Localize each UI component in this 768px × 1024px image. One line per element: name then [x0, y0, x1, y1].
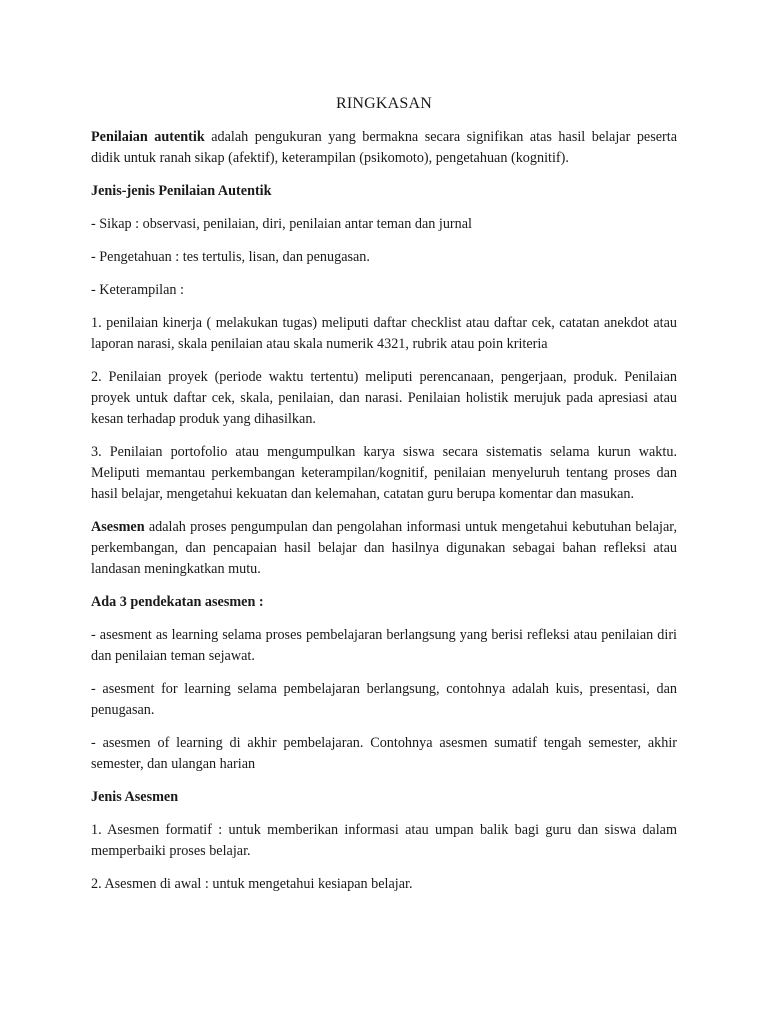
- definition-asesmen: adalah proses pengumpulan dan pengolahan informasi untuk mengetahui kebutuhan belajar, perkembangan, dan pencapaian hasil belajar dan hasilnya digunakan sebagai bahan refleksi atau landasan meningkatkan mutu.: [91, 519, 677, 577]
- item-sikap: - Sikap : observasi, penilaian, diri, penilaian antar teman dan jurnal: [91, 216, 472, 232]
- item-of-learning: - asesmen of learning di akhir pembelajaran. Contohnya asesmen sumatif tengah semester, akhir semester, dan ulangan harian: [91, 735, 677, 772]
- item-keterampilan: - Keterampilan :: [91, 282, 184, 298]
- item-penilaian-proyek: 2. Penilaian proyek (periode waktu tertentu) meliputi perencanaan, pengerjaan, produk. Penilaian proyek untuk daftar cek, skala, penilaian, dan narasi. Penilaian holistik merujuk pada apresiasi atau kesan terhadap produk yang dihasilkan.: [91, 369, 677, 427]
- definition-penilaian-autentik: adalah pengukuran yang bermakna secara signifikan atas hasil belajar peserta didik untuk ranah sikap (afektif), keterampilan (psikomoto), pengetahuan (kognitif).: [91, 129, 677, 166]
- item-for-learning: - asesment for learning selama pembelajaran berlangsung, contohnya adalah kuis, presentasi, dan penugasan.: [91, 681, 677, 718]
- item-asesmen-formatif: 1. Asesmen formatif : untuk memberikan informasi atau umpan balik bagi guru dan siswa dalam memperbaiki proses belajar.: [91, 822, 677, 859]
- term-penilaian-autentik: Penilaian autentik: [91, 129, 205, 145]
- item-penilaian-portofolio: 3. Penilaian portofolio atau mengumpulkan karya siswa secara sistematis selama kurun waktu. Meliputi memantau perkembangan keterampilan/kognitif, penilaian menyeluruh tentang proses dan hasil belajar, mengetahui kekuatan dan kelemahan, catatan guru berupa komentar dan masukan.: [91, 444, 677, 502]
- paragraph-asesmen: [91, 517, 677, 580]
- paragraph-penilaian-autentik: [91, 127, 677, 169]
- item-asesmen-di-awal: 2. Asesmen di awal : untuk mengetahui kesiapan belajar.: [91, 876, 413, 892]
- item-penilaian-kinerja: 1. penilaian kinerja ( melakukan tugas) meliputi daftar checklist atau daftar cek, catatan anekdot atau laporan narasi, skala penilaian atau skala numerik 4321, rubrik atau poin kriteria: [91, 315, 677, 352]
- heading-pendekatan-asesmen: Ada 3 pendekatan asesmen :: [91, 594, 264, 610]
- item-pengetahuan: - Pengetahuan : tes tertulis, lisan, dan penugasan.: [91, 249, 370, 265]
- item-as-learning: - asesment as learning selama proses pembelajaran berlangsung yang berisi refleksi atau penilaian diri dan penilaian teman sejawat.: [91, 627, 677, 664]
- term-asesmen: Asesmen: [91, 519, 145, 535]
- document-body: [91, 93, 677, 907]
- document-title: RINGKASAN: [335, 95, 433, 112]
- heading-jenis-penilaian: Jenis-jenis Penilaian Autentik: [91, 183, 272, 199]
- heading-jenis-asesmen: Jenis Asesmen: [91, 789, 179, 805]
